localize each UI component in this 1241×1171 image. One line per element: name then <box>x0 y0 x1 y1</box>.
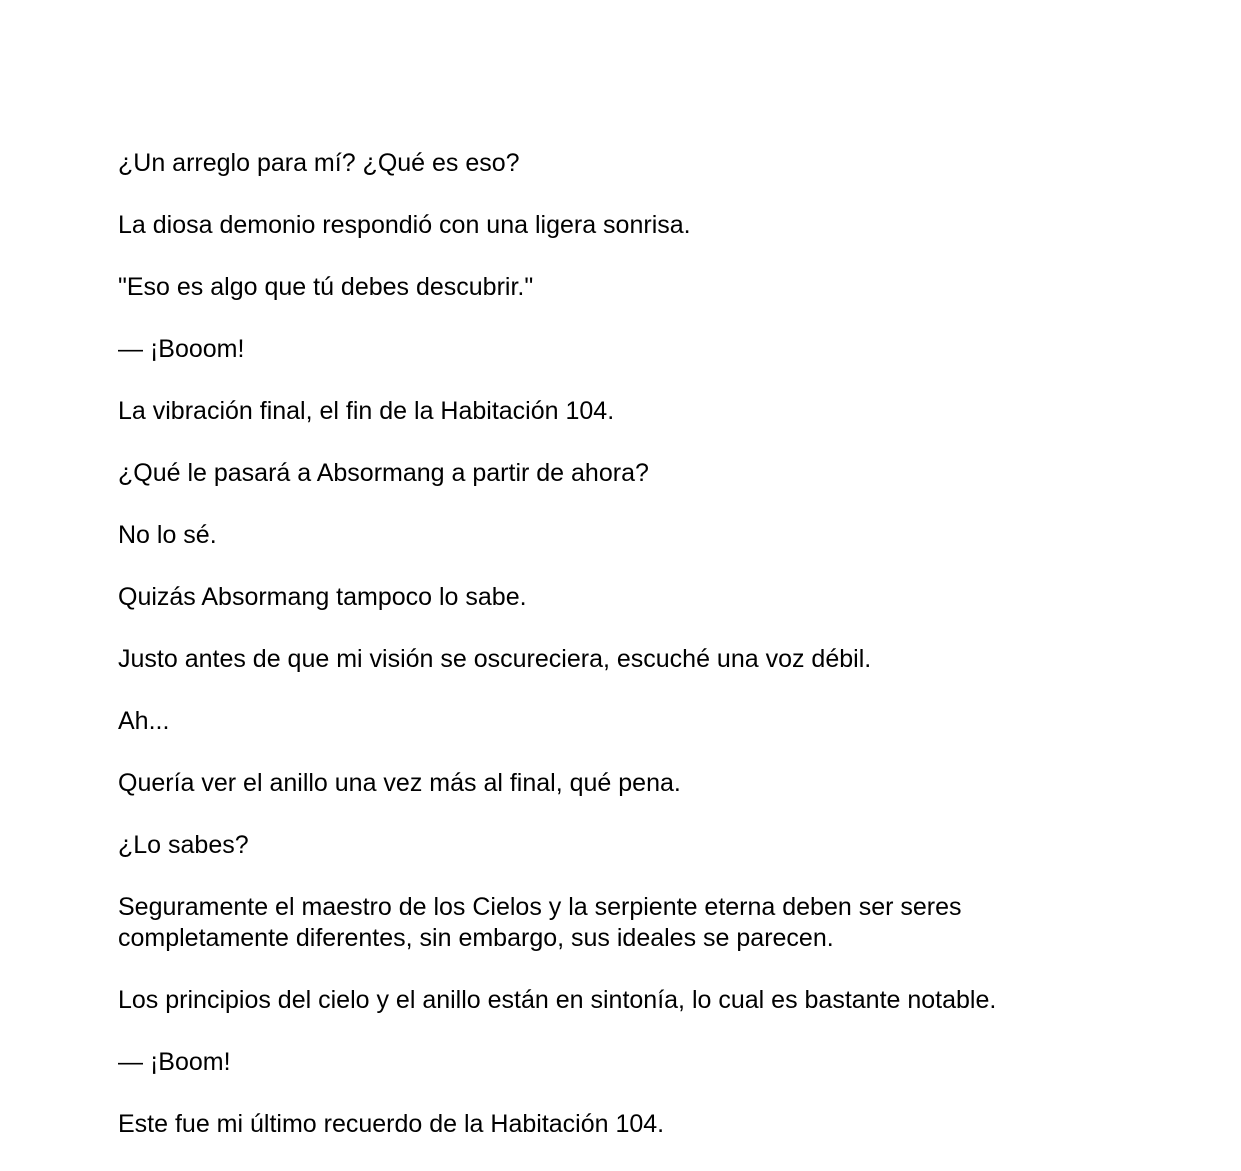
paragraph: Ah... <box>118 707 170 735</box>
paragraph: "Eso es algo que tú debes descubrir." <box>118 273 534 301</box>
paragraph: — ¡Booom! <box>118 335 245 363</box>
paragraph: La diosa demonio respondió con una ligera sonrisa. <box>118 211 691 239</box>
document-page <box>118 148 1118 1171</box>
paragraph: Los principios del cielo y el anillo están en sintonía, lo cual es bastante notable. <box>118 986 997 1014</box>
paragraph: Seguramente el maestro de los Cielos y la serpiente eterna deben ser seres completamente diferentes, sin embargo, sus ideales se parecen. <box>118 893 962 952</box>
paragraph: La vibración final, el fin de la Habitación 104. <box>118 397 615 425</box>
paragraph: Quizás Absormang tampoco lo sabe. <box>118 583 527 611</box>
paragraph: Este fue mi último recuerdo de la Habitación 104. <box>118 1110 665 1138</box>
paragraph: ¿Lo sabes? <box>118 831 249 859</box>
paragraph: ¿Qué le pasará a Absormang a partir de ahora? <box>118 459 649 487</box>
paragraph: No lo sé. <box>118 521 217 549</box>
paragraph: ¿Un arreglo para mí? ¿Qué es eso? <box>118 149 520 177</box>
paragraph: Quería ver el anillo una vez más al final, qué pena. <box>118 769 681 797</box>
paragraph: — ¡Boom! <box>118 1048 231 1076</box>
paragraph: Justo antes de que mi visión se oscureciera, escuché una voz débil. <box>118 645 872 673</box>
